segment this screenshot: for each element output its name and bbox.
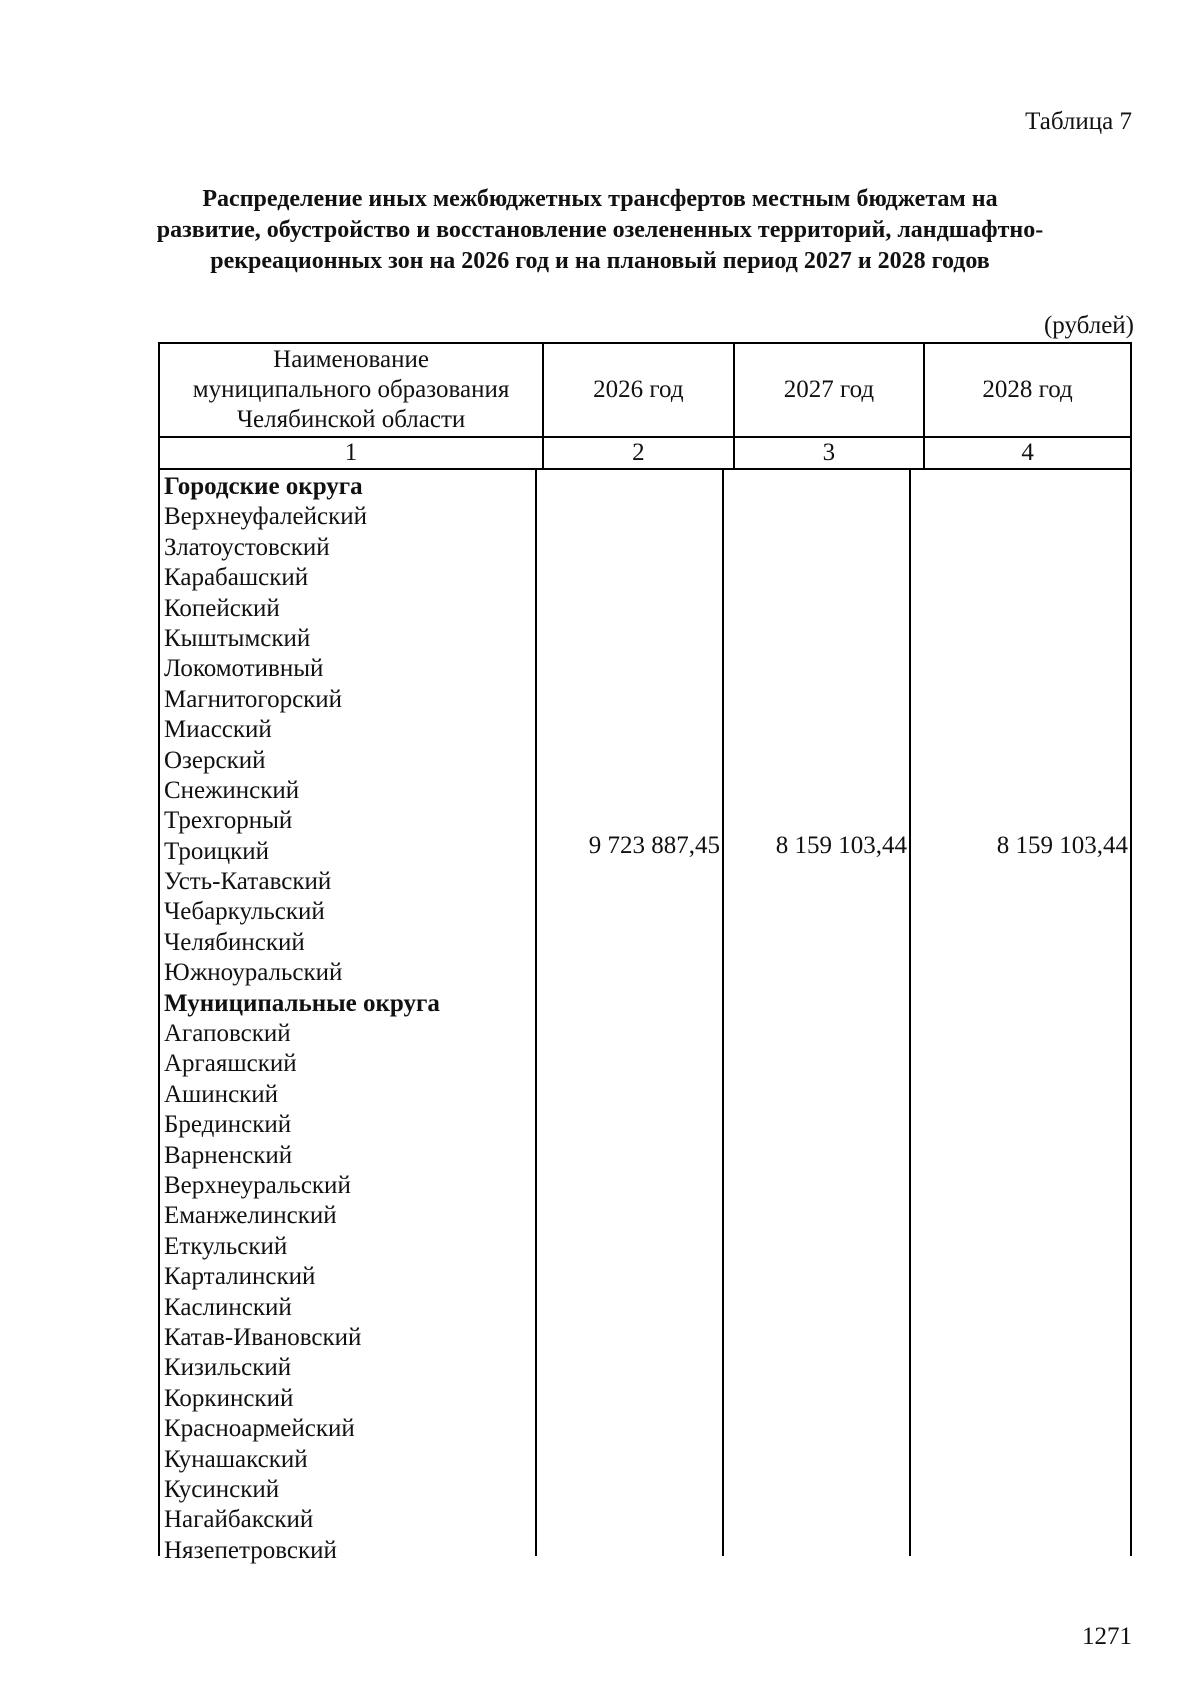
municipality-name: Кизильский [164, 1354, 292, 1382]
header-row [159, 343, 1131, 437]
municipality-name: Копейский [164, 594, 280, 622]
column-number: 3 [734, 437, 925, 469]
municipality-name: Локомотивный [164, 655, 324, 683]
municipality-name: Трехгорный [164, 807, 293, 835]
municipality-name: Верхнеуфалейский [164, 503, 367, 531]
municipality-name: Еткульский [164, 1232, 288, 1260]
municipality-name: Красноармейский [164, 1415, 355, 1443]
municipality-name: Златоустовский [164, 533, 330, 561]
title-line: Распределение иных межбюджетных трансфертов местным бюджетам на [202, 186, 998, 212]
municipality-name: Варненский [164, 1141, 293, 1169]
municipality-name: Карабашский [164, 564, 309, 592]
header-2026: 2026 год [543, 343, 734, 437]
municipality-name: Брединский [164, 1111, 292, 1139]
municipality-name: Троицкий [164, 837, 269, 865]
municipality-name: Чебаркульский [164, 898, 325, 926]
municipality-name: Кунашакский [164, 1445, 308, 1473]
title-line: рекреационных зон на 2026 год и на плановый период 2027 и 2028 годов [210, 248, 990, 274]
municipality-name: Усть-Катавский [164, 868, 332, 896]
distribution-table-header [158, 342, 1132, 470]
municipality-name: Каслинский [164, 1293, 292, 1321]
column-divider [535, 470, 537, 1556]
municipality-name: Магнитогорский [164, 685, 343, 713]
municipality-name: Кусинский [164, 1475, 280, 1503]
column-number: 4 [924, 437, 1131, 469]
municipality-name: Нагайбакский [164, 1506, 314, 1534]
municipality-name: Карталинский [164, 1263, 316, 1291]
header-name-line: Челябинской области [236, 406, 466, 433]
municipality-name: Верхнеуральский [164, 1171, 351, 1199]
value-2027: 8 159 103,44 [775, 832, 907, 859]
table-body [158, 470, 1132, 1564]
units-label: (рублей) [1043, 312, 1134, 339]
table-label: Таблица 7 [1025, 108, 1132, 135]
municipality-list [164, 472, 440, 1566]
municipality-name: Снежинский [164, 776, 300, 804]
municipality-name: Челябинский [164, 928, 305, 956]
column-number: 2 [543, 437, 734, 469]
title-line: развитие, обустройство и восстановление озелененных территорий, ландшафтно- [156, 217, 1044, 243]
header-2027: 2027 год [734, 343, 925, 437]
column-number-row [159, 437, 1131, 469]
municipality-name: Катав-Ивановский [164, 1323, 362, 1351]
municipality-name: Южноуральский [164, 959, 343, 987]
column-divider [722, 470, 724, 1556]
header-name-column [159, 343, 543, 437]
municipality-name: Аргаяшский [164, 1050, 297, 1078]
header-name-line: муниципального образования [192, 376, 510, 403]
document-title [100, 184, 1100, 277]
group-heading: Городские округа [164, 473, 363, 500]
municipality-name: Агаповский [164, 1020, 291, 1048]
municipality-name: Нязепетровский [164, 1536, 337, 1564]
column-divider [909, 470, 911, 1556]
municipality-name: Озерский [164, 746, 266, 774]
municipality-name: Еманжелинский [164, 1202, 337, 1230]
value-2026: 9 723 887,45 [588, 832, 720, 859]
header-2028: 2028 год [924, 343, 1131, 437]
header-name-line: Наименование [273, 346, 429, 373]
municipality-name: Коркинский [164, 1384, 294, 1412]
municipality-name: Кыштымский [164, 624, 311, 652]
column-number: 1 [159, 437, 543, 469]
page-number: 1271 [1082, 1623, 1132, 1650]
municipality-name: Ашинский [164, 1080, 279, 1108]
municipality-name: Миасский [164, 716, 272, 744]
group-heading: Муниципальные округа [164, 989, 440, 1017]
value-2028: 8 159 103,44 [996, 832, 1128, 859]
